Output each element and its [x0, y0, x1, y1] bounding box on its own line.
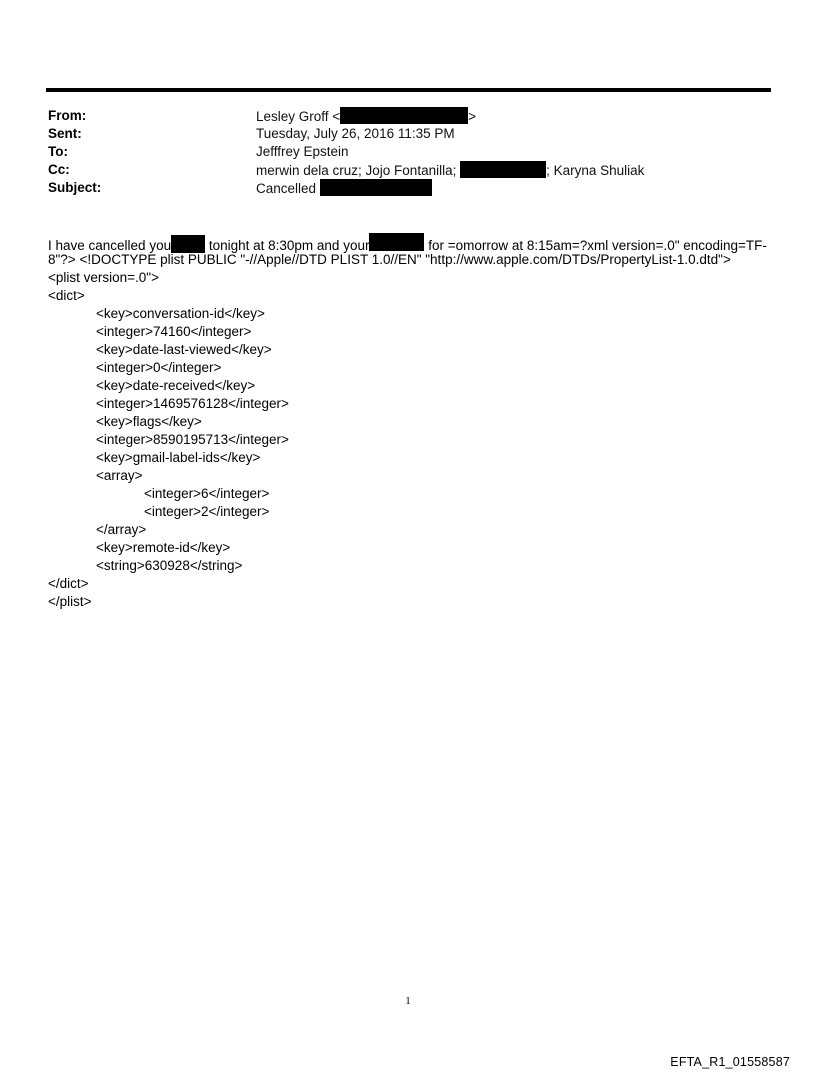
from-label: From: [48, 108, 87, 123]
from-value [256, 107, 476, 125]
body-line [48, 233, 778, 251]
sent-row [48, 125, 644, 143]
from-close: > [468, 109, 477, 124]
subject-label: Subject: [48, 180, 102, 195]
from-name: Lesley Groff < [256, 109, 341, 124]
sent-value: Tuesday, July 26, 2016 11:35 PM [256, 126, 455, 141]
redaction-box [460, 161, 546, 178]
email-body [48, 233, 778, 611]
body-line: </dict> [48, 576, 89, 591]
body-line: </plist> [48, 594, 92, 609]
body-line: <integer>6</integer> [144, 486, 270, 501]
to-row [48, 143, 644, 161]
cc-value-a: merwin dela cruz; Jojo Fontanilla; [256, 163, 457, 178]
cc-value [256, 161, 644, 179]
email-header [48, 107, 644, 197]
body-line: <integer>8590195713</integer> [96, 432, 289, 447]
page-number: 1 [405, 995, 411, 1007]
body-text: for =omorrow at 8:15am=?xml version=.0" encoding=TF- [424, 238, 767, 253]
bates-number: EFTA_R1_01558587 [670, 1055, 790, 1069]
body-line: <key>gmail-label-ids</key> [96, 450, 261, 465]
to-value: Jefffrey Epstein [256, 144, 349, 159]
cc-value-b: ; Karyna Shuliak [546, 163, 645, 178]
body-line: <key>conversation-id</key> [96, 306, 265, 321]
subject-row [48, 179, 644, 197]
redaction-box [340, 107, 468, 124]
body-line: 8"?> <!DOCTYPE plist PUBLIC "-//Apple//DTD PLIST 1.0//EN" "http://www.apple.com/DTDs/PropertyList-1.0.dtd"> [48, 252, 731, 267]
body-line: <key>date-last-viewed</key> [96, 342, 272, 357]
subject-text: Cancelled [256, 181, 317, 196]
redaction-box [369, 233, 424, 251]
body-line: <key>remote-id</key> [96, 540, 231, 555]
body-line: <key>flags</key> [96, 414, 202, 429]
body-line: <key>date-received</key> [96, 378, 256, 393]
body-line: <integer>1469576128</integer> [96, 396, 289, 411]
body-line: <string>630928</string> [96, 558, 243, 573]
body-text: tonight at 8:30pm and your [205, 238, 370, 253]
body-line: <integer>74160</integer> [96, 324, 252, 339]
redaction-box [320, 179, 432, 196]
subject-value [256, 179, 432, 197]
body-text: I have cancelled you [48, 238, 172, 253]
sent-label: Sent: [48, 126, 82, 141]
cc-row [48, 161, 644, 179]
header-rule [46, 88, 771, 92]
body-line: <array> [96, 468, 143, 483]
body-line: <integer>2</integer> [144, 504, 270, 519]
body-line: <dict> [48, 288, 85, 303]
from-row [48, 107, 644, 125]
cc-label: Cc: [48, 162, 70, 177]
body-line: <integer>0</integer> [96, 360, 222, 375]
body-line: <plist version=.0"> [48, 270, 159, 285]
to-label: To: [48, 144, 68, 159]
body-line: </array> [96, 522, 147, 537]
